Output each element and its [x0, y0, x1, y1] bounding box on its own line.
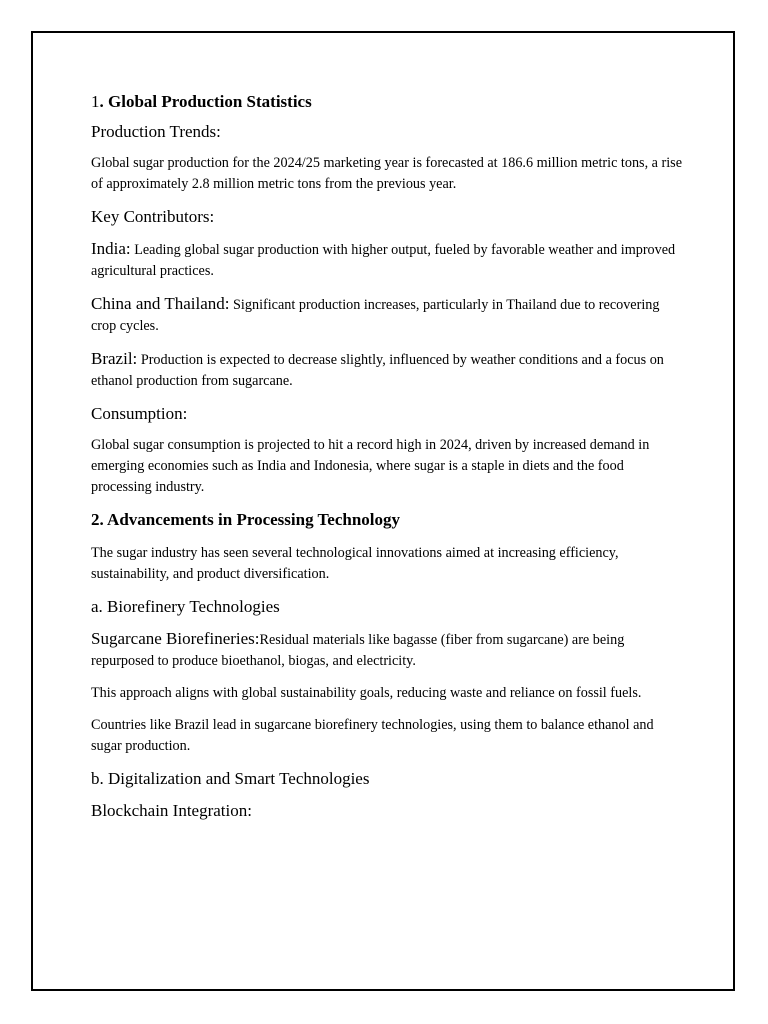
- biorefinery-paragraph-2: This approach aligns with global sustainability goals, reducing waste and reliance on fossil fuels.: [91, 685, 642, 701]
- biorefinery-lead-paragraph: [91, 628, 683, 672]
- key-contributors-heading: Key Contributors:: [91, 207, 215, 226]
- section-1-title: . Global Production Statistics: [99, 92, 312, 111]
- contributor-name: Brazil:: [91, 349, 138, 368]
- consumption-heading: Consumption:: [91, 404, 188, 423]
- contributor-india: [91, 238, 683, 282]
- blockchain-heading: Blockchain Integration:: [91, 801, 252, 820]
- contributor-name: China and Thailand:: [91, 294, 230, 313]
- contributor-china-thailand: [91, 293, 683, 337]
- section-1-heading: [91, 91, 683, 113]
- document-page: [31, 31, 735, 991]
- contributor-text: Leading global sugar production with higher output, fueled by favorable weather and improved agricultural practices.: [91, 242, 676, 279]
- production-trends-heading: Production Trends:: [91, 122, 221, 141]
- biorefinery-heading: a. Biorefinery Technologies: [91, 597, 280, 616]
- contributor-text: Production is expected to decrease slightly, influenced by weather conditions and a focus on ethanol production from sugarcane.: [91, 352, 664, 389]
- digitalization-heading: b. Digitalization and Smart Technologies: [91, 769, 370, 788]
- biorefinery-lead-name: Sugarcane Biorefineries:: [91, 629, 260, 648]
- production-trends-text: Global sugar production for the 2024/25 marketing year is forecasted at 186.6 million metric tons, a rise of approximately 2.8 million metric tons from the previous year.: [91, 155, 682, 192]
- biorefinery-lead-text: Residual materials like bagasse (fiber from sugarcane) are being repurposed to produce bioethanol, biogas, and electricity.: [91, 632, 625, 669]
- contributor-brazil: [91, 348, 683, 392]
- contributor-name: India:: [91, 239, 131, 258]
- document-content: [91, 91, 683, 832]
- consumption-text: Global sugar consumption is projected to hit a record high in 2024, driven by increased demand in emerging economies such as India and Indonesia, where sugar is a staple in diets and the food processing industry.: [91, 437, 650, 495]
- section-1-number: 1: [91, 92, 100, 111]
- section-2-heading: 2. Advancements in Processing Technology: [91, 510, 401, 529]
- biorefinery-paragraph-3: Countries like Brazil lead in sugarcane biorefinery technologies, using them to balance ethanol and sugar production.: [91, 717, 654, 754]
- section-2-intro: The sugar industry has seen several technological innovations aimed at increasing efficiency, sustainability, and product diversification.: [91, 545, 619, 582]
- contributor-text: Significant production increases, particularly in Thailand due to recovering crop cycles.: [91, 297, 660, 334]
